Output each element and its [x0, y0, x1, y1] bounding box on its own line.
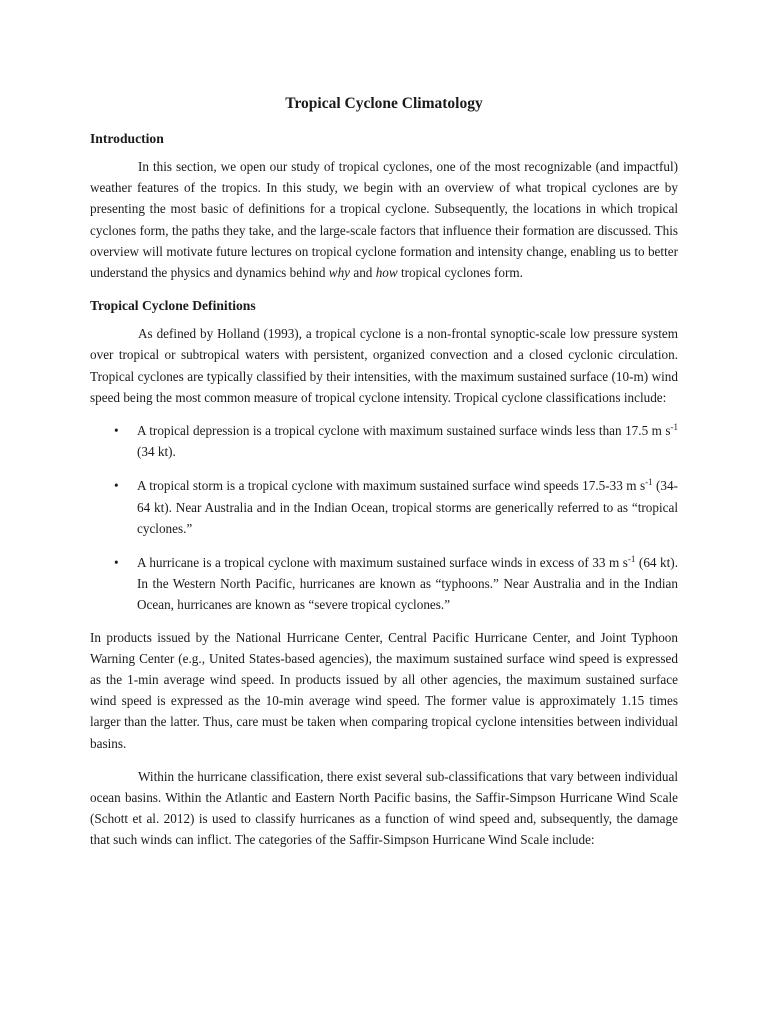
emphasis-how: how [375, 265, 398, 281]
list-item-tropical-depression [90, 420, 678, 462]
document-title: Tropical Cyclone Climatology [285, 95, 483, 112]
text-run: A tropical depression is a tropical cyclone with maximum sustained surface winds less than 17.5 m s [137, 423, 671, 439]
saffir-simpson-paragraph: Within the hurricane classification, there exist several sub-classifications that vary between individual ocean basins. Within the Atlantic and Eastern North Pacific basins, the Saffir-Simpson Hurricane Wind Scale (Schott et al. 2012) is used to classify hurricanes as a function of wind speed and, subsequently, the damage that such winds can inflict. The categories of the Saffir-Simpson Hurricane Wind Scale include: [90, 768, 678, 848]
definitions-paragraph: As defined by Holland (1993), a tropical cyclone is a non-frontal synoptic-scale low pressure system over tropical or subtropical waters with persistent, organized convection and a closed cyclonic circulation. Tropical cyclones are typically classified by their intensities, with the maximum sustained surface (10-m) wind speed being the most common measure of tropical cyclone intensity. Tropical cyclone classifications include: [90, 326, 678, 405]
introduction-paragraph [90, 156, 678, 283]
text-run: and [350, 265, 376, 281]
section-heading-definitions: Tropical Cyclone Definitions [90, 298, 256, 314]
superscript-exponent: -1 [670, 422, 678, 433]
text-run: (34-64 kt). Near Australia and in the Indian Ocean, tropical storms are generically referred to as “tropical cyclones.” [137, 478, 678, 536]
classification-list [90, 420, 678, 616]
text-run: A hurricane is a tropical cyclone with maximum sustained surface winds in excess of 33 m s [137, 555, 628, 571]
text-run: (64 kt). In the Western North Pacific, hurricanes are known as “typhoons.” Near Australia and in the Indian Ocean, hurricanes are known as “severe tropical cyclones.” [137, 555, 678, 613]
emphasis-why: why [328, 265, 351, 281]
bullet-marker: • [114, 555, 119, 571]
wind-speed-averaging-paragraph: In products issued by the National Hurricane Center, Central Pacific Hurricane Center, and Joint Typhoon Warning Center (e.g., United States-based agencies), the maximum sustained surface wind speed is expressed as the 1-min average wind speed. In products issued by all other agencies, the maximum sustained surface wind speed is expressed as the 10-min average wind speed. The former value is approximately 1.15 times larger than the latter. Thus, care must be taken when comparing tropical cyclone intensities between individual basins. [90, 629, 678, 751]
superscript-exponent: -1 [627, 554, 636, 565]
text-run: (34 kt). [137, 444, 176, 460]
bullet-marker: • [114, 478, 119, 494]
text-run: In this section, we open our study of tropical cyclones, one of the most recognizable (and impactful) weather features of the tropics. In this study, we begin with an overview of what tropical cyclones are by presenting the most basic of definitions for a tropical cyclone. Subsequently, the locations in which tropical cyclones form, the paths they take, and the large-scale factors that influence their formation are discussed. This overview will motivate future lectures on tropical cyclone formation and intensity change, enabling us to better understand the physics and dynamics behind [90, 159, 678, 281]
text-run: tropical cyclones form. [397, 265, 523, 281]
text-run: A tropical storm is a tropical cyclone with maximum sustained surface wind speeds 17.5-33 m s [137, 478, 646, 494]
bullet-marker: • [114, 423, 119, 439]
document-body [90, 93, 678, 851]
list-item-hurricane [90, 552, 678, 616]
superscript-exponent: -1 [645, 477, 653, 488]
list-item-tropical-storm [90, 475, 678, 539]
section-heading-introduction: Introduction [90, 131, 164, 146]
